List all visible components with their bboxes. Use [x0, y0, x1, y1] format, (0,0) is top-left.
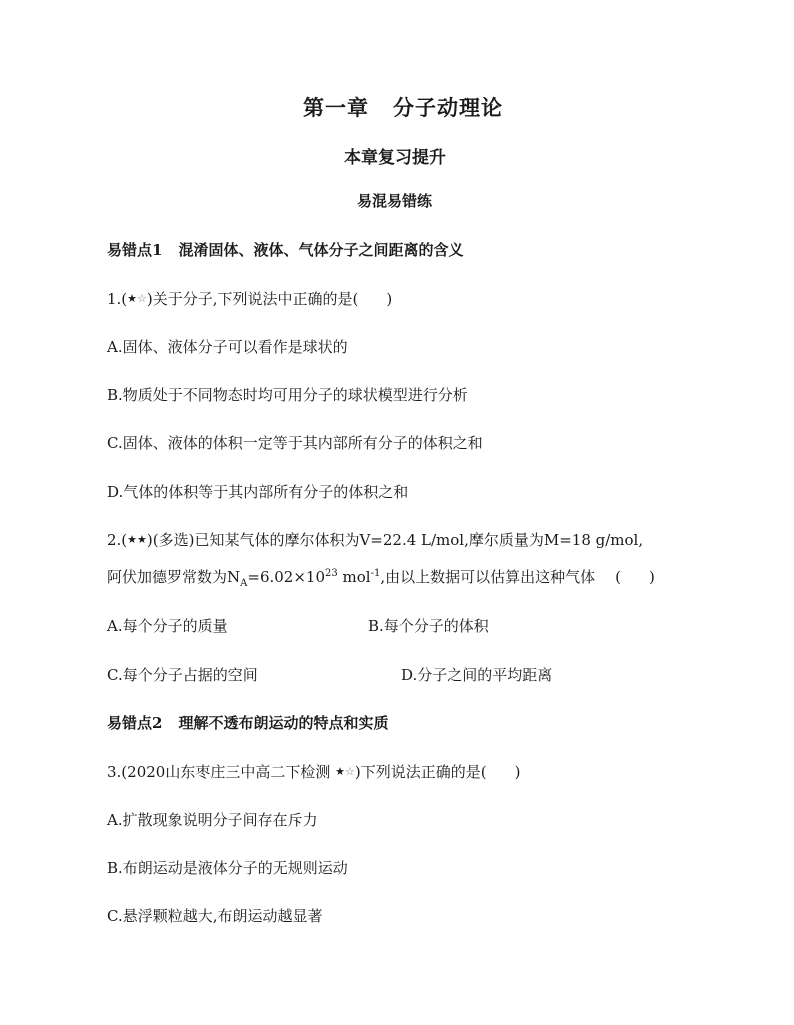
question-2-option-d: D.分子之间的平均距离 — [401, 666, 553, 684]
question-2-option-a: A.每个分子的质量 — [107, 617, 228, 635]
section-title: 易混易错练 — [357, 192, 433, 210]
question-1-stem: 1.(★☆)关于分子,下列说法中正确的是( ) — [107, 290, 393, 308]
star-icon: ★★ — [127, 533, 147, 546]
question-2-stem-line-2: 阿伏加德罗常数为$N_A=6.02\times 10^{23}$ mol$^{-1}$,由以上数据可以估算出这种气体 ( ) — [107, 568, 655, 589]
question-3-option-c: C.悬浮颗粒越大,布朗运动越显著 — [107, 907, 323, 925]
pitfall-1-label: 易错点1 — [107, 241, 163, 259]
chapter-number: 第一章 — [303, 95, 369, 120]
chapter-title — [303, 92, 503, 122]
star-icon: ★ — [335, 765, 345, 778]
chapter-name: 分子动理论 — [393, 95, 503, 120]
question-1-option-d: D.气体的体积等于其内部所有分子的体积之和 — [107, 483, 409, 501]
pitfall-2-heading — [107, 712, 388, 733]
page-subtitle: 本章复习提升 — [344, 148, 446, 168]
pitfall-2-title: 理解不透布朗运动的特点和实质 — [178, 714, 389, 732]
star-outline-icon: ☆ — [137, 292, 147, 305]
star-outline-icon: ☆ — [344, 765, 355, 778]
question-1-option-c: C.固体、液体的体积一定等于其内部所有分子的体积之和 — [107, 434, 483, 452]
question-3-stem: 3.(2020山东枣庄三中高二下检测 ★☆)下列说法正确的是( ) — [107, 763, 521, 781]
question-1-option-a: A.固体、液体分子可以看作是球状的 — [107, 338, 348, 356]
question-1-option-b: B.物质处于不同物态时均可用分子的球状模型进行分析 — [107, 386, 468, 404]
pitfall-1-heading — [107, 239, 463, 260]
question-3-option-a: A.扩散现象说明分子间存在斥力 — [107, 811, 318, 829]
pitfall-1-title: 混淆固体、液体、气体分子之间距离的含义 — [178, 241, 464, 259]
star-icon: ★ — [127, 292, 138, 305]
question-2-option-c: C.每个分子占据的空间 — [107, 666, 258, 684]
question-2-option-b: B.每个分子的体积 — [368, 617, 489, 635]
question-3-option-b: B.布朗运动是液体分子的无规则运动 — [107, 859, 348, 877]
pitfall-2-label: 易错点2 — [107, 714, 163, 732]
question-2-stem-line-1: 2.(★★)(多选)已知某气体的摩尔体积为V=22.4 L/mol,摩尔质量为M=18 g/mol, — [107, 531, 644, 549]
